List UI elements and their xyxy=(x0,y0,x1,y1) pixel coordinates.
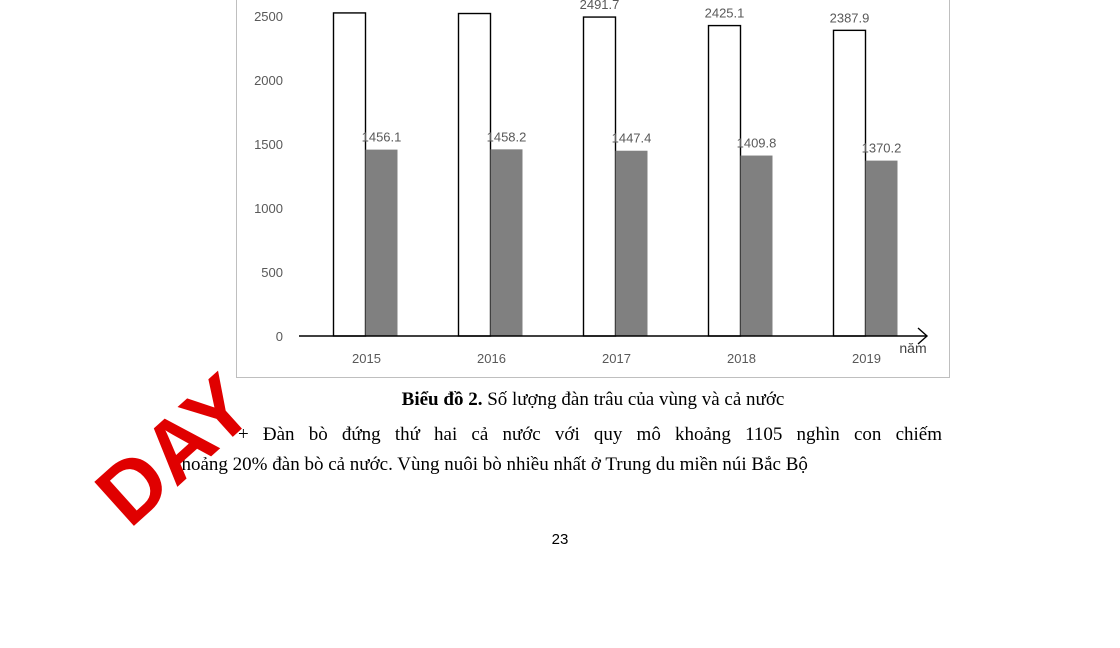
watermark-logo xyxy=(78,356,272,544)
bar-vung xyxy=(866,161,898,336)
y-tick-label: 1000 xyxy=(254,201,283,216)
data-label: 1458.2 xyxy=(486,129,527,145)
y-tick-label: 2500 xyxy=(254,9,283,24)
watermark-text: DAY xyxy=(78,356,272,544)
page-number: 23 xyxy=(551,531,569,548)
caption-text: Số lượng đàn trâu của vùng và cả nước xyxy=(482,389,785,410)
y-tick-label: 500 xyxy=(261,265,283,280)
bar-chart xyxy=(237,0,951,379)
y-tick-label: 0 xyxy=(275,329,283,344)
data-label: 1456.1 xyxy=(361,129,402,145)
y-tick-label: 1500 xyxy=(254,137,283,152)
data-label: 2387.9 xyxy=(829,10,870,26)
bar-vung xyxy=(741,156,773,336)
bar-ca-nuoc xyxy=(459,14,491,336)
x-tick-label: 2017 xyxy=(602,351,631,366)
data-label: 2425.1 xyxy=(704,5,745,21)
bar-ca-nuoc xyxy=(709,26,741,336)
caption-bold: Biểu đồ 2. xyxy=(401,389,483,410)
y-tick-label: 2000 xyxy=(254,73,283,88)
data-label: 1447.4 xyxy=(611,130,652,146)
x-tick-label: 2016 xyxy=(477,351,506,366)
body-paragraph xyxy=(172,420,942,480)
data-label: 1370.2 xyxy=(861,140,902,156)
data-label: 1409.8 xyxy=(736,135,777,151)
bar-ca-nuoc xyxy=(834,30,866,336)
bar-vung xyxy=(491,149,523,336)
bar-ca-nuoc xyxy=(334,13,366,336)
x-tick-label: 2015 xyxy=(352,351,381,366)
x-axis-label: năm xyxy=(899,340,927,356)
paragraph-line-2: khoảng 20% đàn bò cả nước. Vùng nuôi bò nhiều nhất ở Trung du miền núi Bắc Bộ xyxy=(172,454,808,475)
bar-ca-nuoc xyxy=(584,17,616,336)
chart-frame xyxy=(236,0,950,378)
data-label: 2491.7 xyxy=(579,0,620,13)
x-tick-label: 2018 xyxy=(727,351,756,366)
bar-vung xyxy=(616,151,648,336)
chart-caption xyxy=(236,388,950,412)
x-tick-label: 2019 xyxy=(852,351,881,366)
paragraph-line-1: + Đàn bò đứng thứ hai cả nước với quy mô khoảng 1105 nghìn con chiếm xyxy=(238,424,942,445)
bar-vung xyxy=(366,150,398,336)
